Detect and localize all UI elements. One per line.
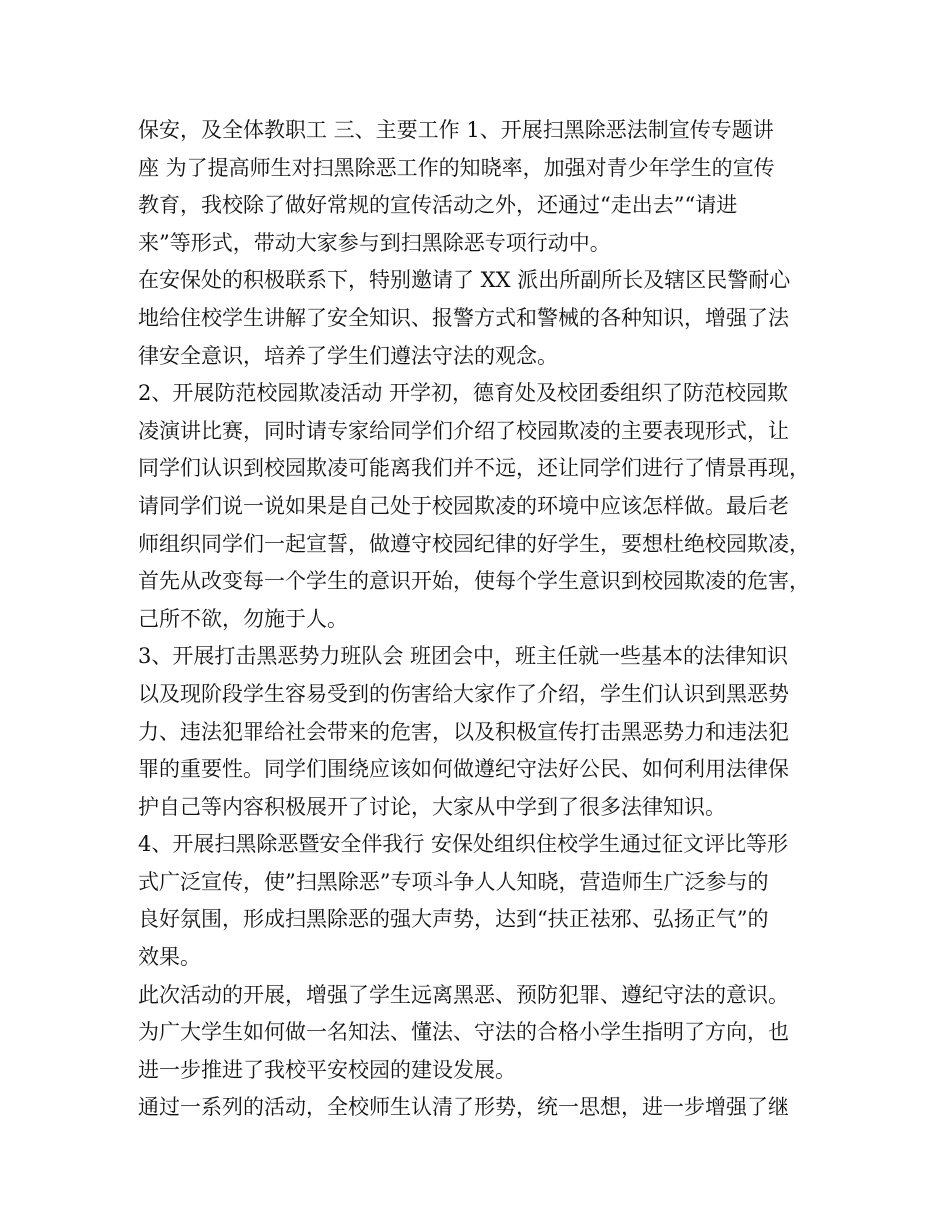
text-line: 力、违法犯罪给社会带来的危害，以及积极宣传打击黑恶势力和违法犯 bbox=[138, 719, 789, 744]
text-line: 3、开展打击黑恶势力班队会 班团会中，班主任就一些基本的法律知识 bbox=[138, 644, 789, 669]
text-line: 4、开展扫黑除恶暨安全伴我行 安保处组织住校学生通过征文评比等形 bbox=[138, 832, 789, 857]
text-line: 律安全意识，培养了学生们遵法守法的观念。 bbox=[138, 343, 558, 368]
text-line: 护自己等内容积极展开了讨论，大家从中学到了很多法律知识。 bbox=[138, 794, 726, 819]
text-line: 地给住校学生讲解了安全知识、报警方式和警械的各种知识，增强了法 bbox=[138, 305, 789, 330]
text-line: 保安，及全体教职工 三、主要工作 1、开展扫黑除恶法制宣传专题讲 bbox=[138, 118, 774, 142]
text-line: 来”等形式，带动大家参与到扫黑除恶专项行动中。 bbox=[138, 230, 611, 255]
text-line: 罪的重要性。同学们围绕应该如何做遵纪守法好公民、如何利用法律保 bbox=[138, 757, 789, 782]
text-line: 教育，我校除了做好常规的宣传活动之外，还通过“走出去”“请进 bbox=[138, 193, 738, 218]
text-line: 己所不欲，勿施于人。 bbox=[138, 606, 348, 631]
text-line: 同学们认识到校园欺凌可能离我们并不远，还让同学们进行了情景再现， bbox=[138, 456, 810, 481]
text-line: 进一步推进了我校平安校园的建设发展。 bbox=[138, 1057, 516, 1082]
text-line: 师组织同学们一起宣誓，做遵守校园纪律的好学生，要想杜绝校园欺凌， bbox=[138, 531, 810, 556]
text-line: 凌演讲比赛，同时请专家给同学们介绍了校园欺凌的主要表现形式，让 bbox=[138, 418, 789, 443]
text-line: 通过一系列的活动，全校师生认清了形势，统一思想，进一步增强了继 bbox=[138, 1095, 789, 1120]
text-line: 良好氛围，形成扫黑除恶的强大声势，达到“扶正祛邪、弘扬正气”的 bbox=[138, 907, 769, 932]
text-line: 2、开展防范校园欺凌活动 开学初，德育处及校团委组织了防范校园欺 bbox=[138, 381, 789, 406]
text-line: 此次活动的开展，增强了学生远离黑恶、预防犯罪、遵纪守法的意识。 bbox=[138, 982, 789, 1007]
text-line: 在安保处的积极联系下，特别邀请了 XX 派出所副所长及辖区民警耐心 bbox=[138, 268, 791, 293]
text-line: 座 为了提高师生对扫黑除恶工作的知晓率，加强对青少年学生的宣传 bbox=[138, 155, 775, 180]
text-line: 效果。 bbox=[138, 945, 201, 970]
document-body bbox=[138, 112, 828, 1127]
text-line: 请同学们说一说如果是自己处于校园欺凌的环境中应该怎样做。最后老 bbox=[138, 493, 789, 518]
text-line: 为广大学生如何做一名知法、懂法、守法的合格小学生指明了方向，也 bbox=[138, 1020, 789, 1045]
text-line: 首先从改变每一个学生的意识开始，使每个学生意识到校园欺凌的危害， bbox=[138, 569, 810, 594]
text-line: 以及现阶段学生容易受到的伤害给大家作了介绍，学生们认识到黑恶势 bbox=[138, 681, 789, 706]
text-line: 式广泛宣传，使”扫黑除恶”专项斗争人人知晓，营造师生广泛参与的 bbox=[138, 869, 769, 894]
